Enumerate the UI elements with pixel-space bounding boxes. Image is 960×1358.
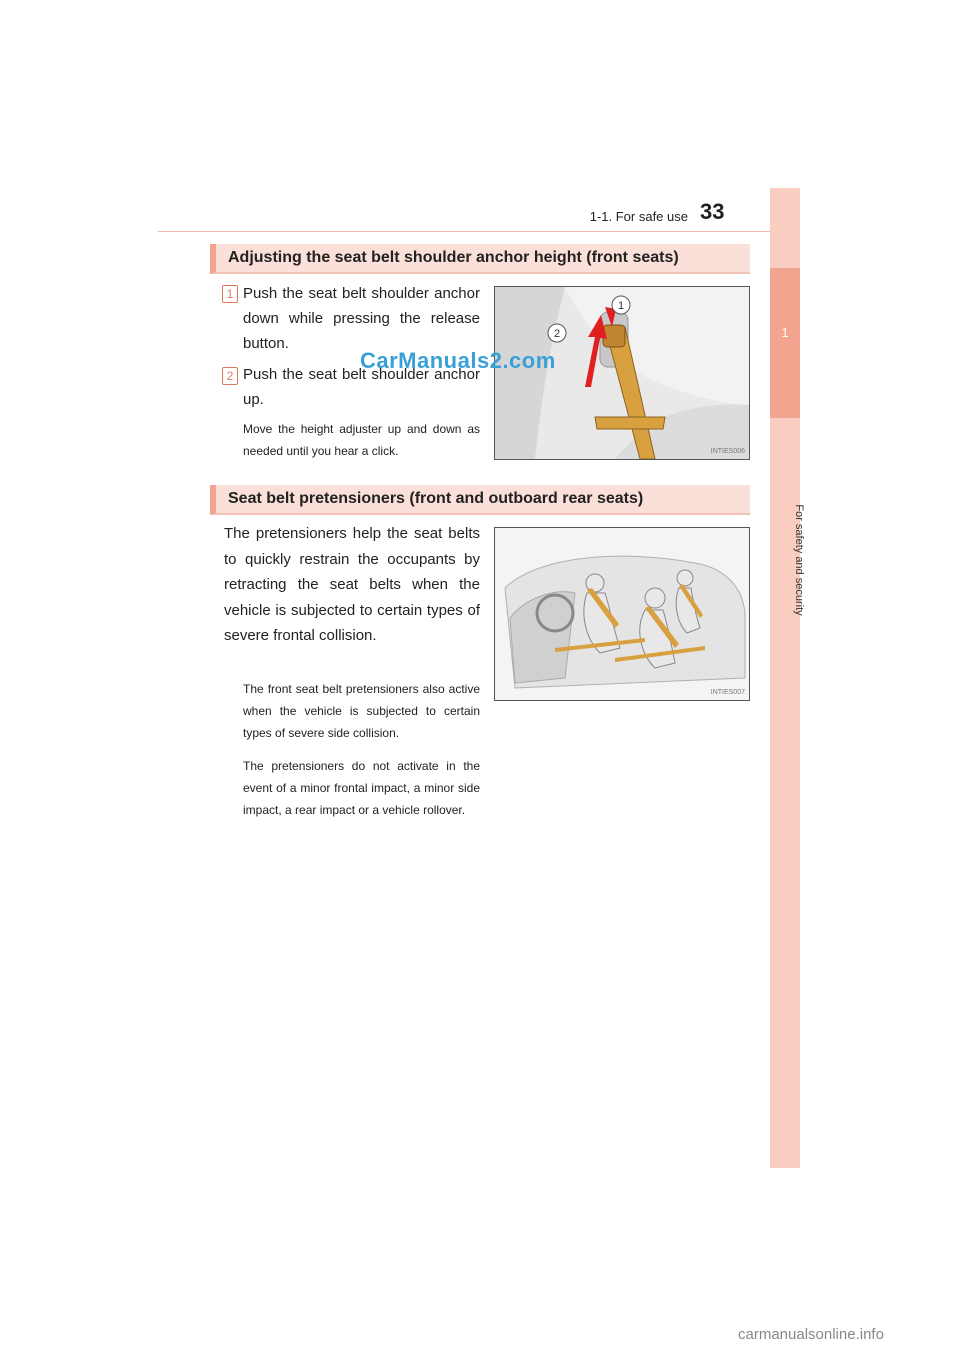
- page-number: 33: [700, 199, 725, 224]
- figure-pretensioners: [494, 527, 750, 701]
- step-number-1: 1: [222, 285, 238, 303]
- figure-code: INTIES007: [710, 689, 745, 696]
- figure-callout-1: 1: [617, 300, 625, 312]
- section-heading-shoulder-anchor: [210, 244, 750, 274]
- side-tab-chapter-title: For safety and security: [793, 504, 805, 616]
- step-1-text: Push the seat belt shoulder anchor down while pressing the release button.: [243, 285, 480, 352]
- step-2-text: Push the seat belt shoulder anchor up.: [243, 366, 480, 408]
- pretensioner-note-2: The pretensioners do not activate in the event of a minor frontal impact, a minor side impact, a rear impact or a vehicle rollover.: [243, 759, 480, 817]
- figure-code: INTIES006: [710, 448, 745, 455]
- step-number-2: 2: [222, 367, 238, 385]
- side-tab-chapter-box: [770, 268, 800, 418]
- figure-callout-2: 2: [553, 328, 561, 340]
- section-heading-pretensioners: [210, 485, 750, 515]
- header-rule: [158, 231, 770, 232]
- footer-watermark: carmanualsonline.info: [738, 1326, 884, 1343]
- vehicle-interior-illustration: [495, 528, 749, 700]
- side-tab-chapter-number: 1: [781, 325, 789, 340]
- running-header-section: 1-1. For safe use: [589, 209, 688, 224]
- pretensioner-body-text: The pretensioners help the seat belts to quickly restrain the occupants by retracting the seat belts when the vehicle is subjected to certain types of severe frontal collision.: [224, 525, 480, 645]
- pretensioner-note-1: The front seat belt pretensioners also active when the vehicle is subjected to certain types of severe side collision.: [243, 682, 480, 740]
- step-note: Move the height adjuster up and down as needed until you hear a click.: [243, 422, 480, 458]
- section-heading-text: Adjusting the seat belt shoulder anchor height (front seats): [228, 249, 679, 266]
- watermark: CarManuals2.com: [360, 348, 556, 373]
- section-heading-text: Seat belt pretensioners (front and outboard rear seats): [228, 490, 644, 507]
